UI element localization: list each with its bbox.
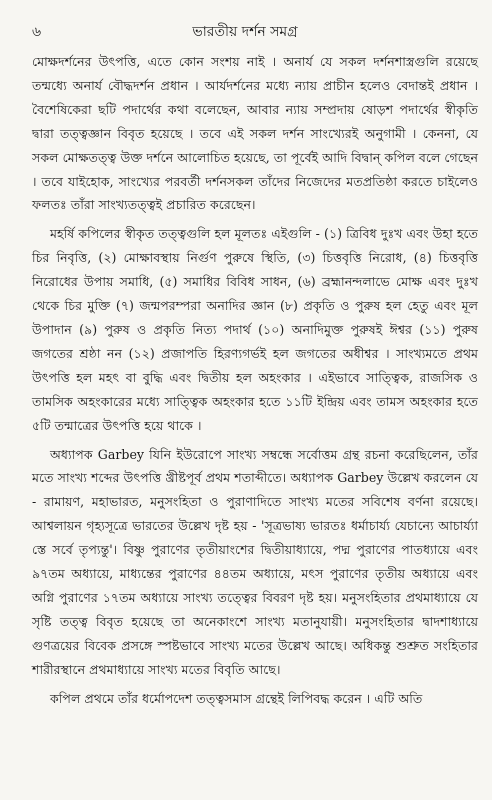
running-head [32, 20, 478, 50]
paragraph-garbey: অধ্যাপক Garbey যিনি ইউরোপে সাংখ্য সম্বন্ধে সর্বোত্তম গ্রন্থ রচনা করেছিলেন, তাঁর মতে সাংখ্য শব্দের উৎপত্তি খ্রীষ্টপূর্ব প্রথম শতাব্দীতে। অধ্যাপক Garbey উল্লেখ করলেন যে - রামায়ণ, মহাভারত, মনুসংহিতা ও পুরাণাদিতে সাংখ্য মতের সবিশেষ বর্ণনা রয়েছে। আশ্বলায়ন গৃহ্যসূত্রে ভারতের উল্লেখ দৃষ্ট হয় - 'সূত্রভাষ্য ভারতঃ ধর্মাচার্য্য যেচান্যে আচার্য্যা স্তে সর্বে তৃপ্যন্তু'। বিষ্ণু পুরাণের তৃতীয়াংশের দ্বিতীয়াধ্যায়ে, পদ্ম পুরাণের পাতধ্যায়ে এবং ৯৭তম অধ্যায়ে, মাধ্যন্তের পুরাণের ৪৪তম অধ্যায়ে, মৎস পুরাণের তৃতীয় অধ্যায়ে এবং অগ্নি পুরাণের ১৭তম অধ্যায়ে সাংখ্য তত্ত্বের বিবরণ দৃষ্ট হয়। মনুসংহিতার প্রথমাধ্যায়ে যে সৃষ্টি তত্ত্ব বিবৃত হয়েছে তা অনেকাংশে সাংখ্য মতানুযায়ী। মনুসংহিতার দ্বাদশাধ্যায়ে গুণত্রয়ের বিবেক প্রসঙ্গে স্পষ্টভাবে সাংখ্য মতের উল্লেখ আছে। অধিকন্তু শুশ্রুত সংহিতার শারীরস্থানে প্রথমাধ্যায়ে সাংখ্য মতের বিবৃতি আছে। [32, 446, 478, 677]
page-number: ৬ [32, 24, 42, 40]
paragraph-tattvasamasa: কপিল প্রথমে তাঁর ধর্মোপদেশ তত্ত্বসমাস গ্রন্থেই লিপিবদ্ধ করেন । এটি অতি [50, 690, 423, 706]
running-title: ভারতীয় দর্শন সমগ্র [192, 24, 298, 40]
paragraph-moksha-darshan: মোক্ষদর্শনের উৎপত্তি, এতে কোন সংশয় নাই । অনার্য যে সকল দর্শনশাস্ত্রগুলি রয়েছে তন্মধ্যে অনার্য বৌদ্ধদর্শন প্রধান । আর্যদর্শনের মধ্যে ন্যায় প্রাচীন হলেও বেদান্তই প্রধান । বৈশেষিকেরা ছটি পদার্থের কথা বলেছেন, আবার ন্যায় সম্প্রদায় ষোড়শ পদার্থের স্বীকৃতি দ্বারা তত্ত্বজ্ঞান বিবৃত হয়েছে । তবে এই সকল দর্শন সাংখ্যেরই অনুগামী । কেননা, যে সকল মোক্ষতত্ত্ব উক্ত দর্শনে আলোচিত হয়েছে, তা পূর্বেই আদি বিদ্বান্ কপিল বলে গেছেন । তবে যাইহোক, সাংখ্যের পরবর্তী দর্শনসকল তাঁদের নিজেদের মতপ্রতিষ্ঠা করতে চাইলেও ফলতঃ তাঁরা সাংখ্যতত্ত্বই প্রচারিত করেছেন। [32, 54, 478, 213]
text-body [32, 50, 478, 710]
paragraph-kapila-tattva: মহর্ষি কপিলের স্বীকৃত তত্ত্বগুলি হল মূলতঃ এইগুলি - (১) ত্রিবিধ দুঃখ এবং উহা হতে চির নিবৃত্তি, (২) মোক্ষাবস্থায় নির্গুণ পুরুষে স্থিতি, (৩) চিত্তবৃত্তি নিরোধ, (৪) চিত্তবৃত্তি নিরোধের উপায় সমাধি, (৫) সমাধির বিবিধ সাধন, (৬) ব্রহ্মানন্দলাভে মোক্ষ এবং দুঃখ থেকে চির মুক্তি (৭) জন্মপরম্পরা অনাদির জ্ঞান (৮) প্রকৃতি ও পুরুষ হল হেতু এবং মূল উপাদান (৯) পুরুষ ও প্রকৃতি নিত্য পদার্থ (১০) অনাদিমুক্ত পুরুষই ঈশ্বর (১১) পুরুষ জগতের শ্রষ্ঠা নন (১২) প্রজাপতি হিরণ্যগর্ভই হল জগতের অধীশ্বর । সাংখ্যমতে প্রথম উৎপত্তি হল মহৎ বা বুদ্ধি এবং দ্বিতীয় হল অহংকার । এইভাবে সাত্ত্বিক, রাজসিক ও তামসিক অহংকারের মধ্যে সাত্ত্বিক অহংকার হতে ১১টি ইন্দ্রিয় এবং তামস অহংকার হতে ৫টি তন্মাত্রের উৎপত্তি হয়ে থাকে । [32, 226, 478, 433]
